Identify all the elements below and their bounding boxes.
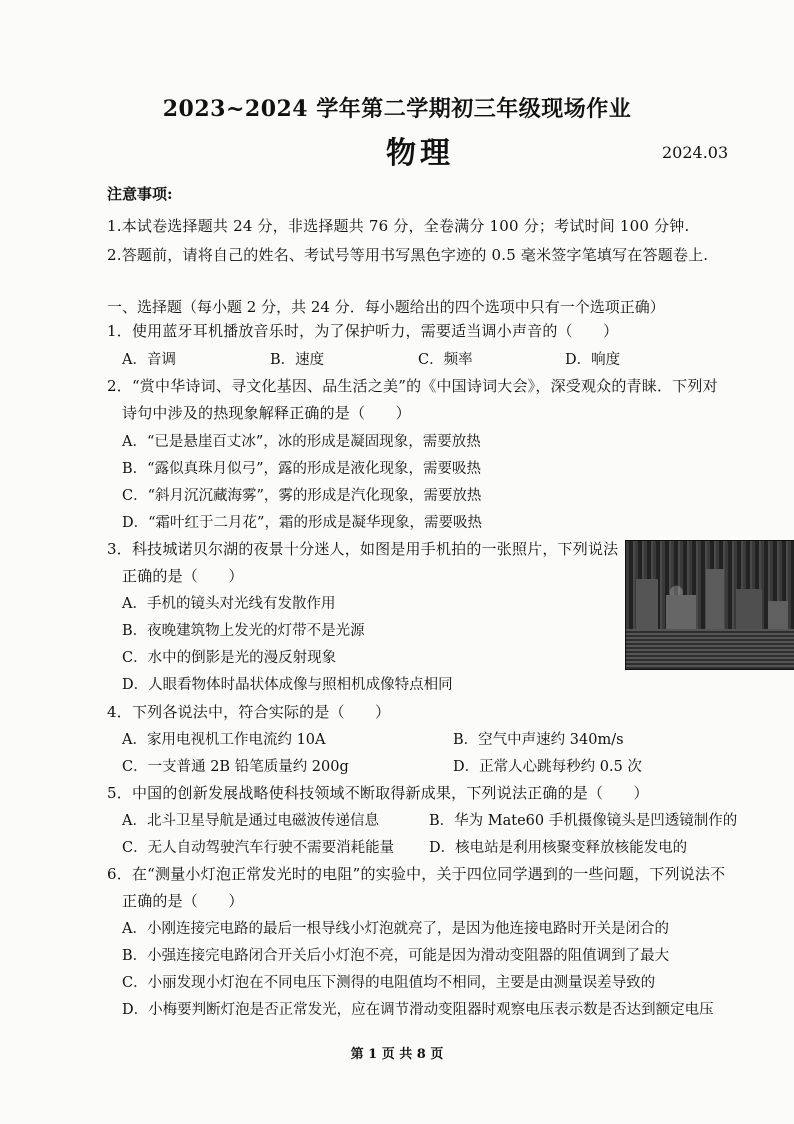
option: B．夜晚建筑物上发光的灯带不是光源: [122, 623, 365, 639]
lake-night-photo: [625, 540, 794, 670]
option: C．小丽发现小灯泡在不同电压下测得的电阻值均不相同，主要是由测量误差导致的: [122, 975, 656, 991]
question-stem: 1．使用蓝牙耳机播放音乐时，为了保护听力，需要适当调小声音的（ ）: [107, 322, 619, 340]
option: C．“斜月沉沉藏海雾”，雾的形成是汽化现象，需要放热: [122, 488, 482, 504]
option: D．核电站是利用核聚变释放核能发电的: [429, 840, 688, 856]
option: A．北斗卫星导航是通过电磁波传递信息: [122, 813, 379, 829]
option: C．无人自动驾驶汽车行驶不需要消耗能量: [122, 840, 395, 856]
option: B．空气中声速约 340m/s: [453, 732, 624, 748]
option: B．小强连接完电路闭合开关后小灯泡不亮，可能是因为滑动变阻器的阻值调到了最大: [122, 948, 670, 964]
question-stem: 诗句中涉及的热现象解释正确的是（ ）: [122, 404, 411, 422]
exam-date: 2024.03: [662, 143, 729, 162]
question-stem: 3．科技城诺贝尔湖的夜景十分迷人，如图是用手机拍的一张照片，下列说法: [107, 540, 619, 558]
question-stem: 5．中国的创新发展战略使科技领域不断取得新成果，下列说法正确的是（ ）: [107, 784, 649, 802]
option: A．音调: [122, 352, 176, 368]
question-stem: 正确的是（ ）: [122, 892, 244, 910]
exam-title: 2023~2024 学年第二学期初三年级现场作业: [162, 96, 632, 122]
option: D．响度: [565, 352, 621, 368]
section-heading: 一、选择题（每小题 2 分，共 24 分．每小题给出的四个选项中只有一个选项正确）: [107, 298, 665, 316]
option: C．频率: [418, 352, 473, 368]
option: D．小梅要判断灯泡是否正常发光，应在调节滑动变阻器时观察电压表示数是否达到额定电压: [122, 1002, 714, 1018]
option: D．“霜叶红于二月花”，霜的形成是凝华现象，需要吸热: [122, 515, 482, 531]
option: A．手机的镜头对光线有发散作用: [122, 596, 336, 612]
question-stem: 4．下列各说法中，符合实际的是（ ）: [107, 703, 391, 721]
question-stem: 正确的是（ ）: [122, 567, 244, 585]
option: B．速度: [270, 352, 325, 368]
option: B．华为 Mate60 手机摄像镜头是凹透镜制作的: [429, 813, 738, 829]
option: D．正常人心跳每秒约 0.5 次: [453, 759, 642, 775]
page-footer: 第 1 页 共 8 页: [350, 1047, 444, 1062]
option: D．人眼看物体时晶状体成像与照相机成像特点相同: [122, 677, 453, 693]
question-stem: 2．“赏中华诗词、寻文化基因、品生活之美”的《中国诗词大会》，深受观众的青睐．下列对: [107, 377, 718, 395]
question-stem: 6．在“测量小灯泡正常发光时的电阻”的实验中，关于四位同学遇到的一些问题，下列说法不: [107, 865, 726, 883]
option: A．家用电视机工作电流约 10A: [122, 732, 326, 748]
option: C．一支普通 2B 铅笔质量约 200g: [122, 759, 349, 775]
option: A．小刚连接完电路的最后一根导线小灯泡就亮了，是因为他连接电路时开关是闭合的: [122, 921, 669, 937]
notice-item: 1.本试卷选择题共 24 分，非选择题共 76 分，全卷满分 100 分；考试时间 100 分钟.: [107, 217, 690, 235]
subject-title: 物理: [386, 136, 454, 171]
option: B．“露似真珠月似弓”，露的形成是液化现象，需要吸热: [122, 461, 481, 477]
notice-item: 2.答题前，请将自己的姓名、考试号等用书写黑色字迹的 0.5 毫米签字笔填写在答题卷上.: [107, 246, 709, 264]
option: C．水中的倒影是光的漫反射现象: [122, 650, 337, 666]
notice-heading: 注意事项:: [107, 185, 173, 203]
option: A．“已是悬崖百丈冰”，冰的形成是凝固现象，需要放热: [122, 434, 481, 450]
